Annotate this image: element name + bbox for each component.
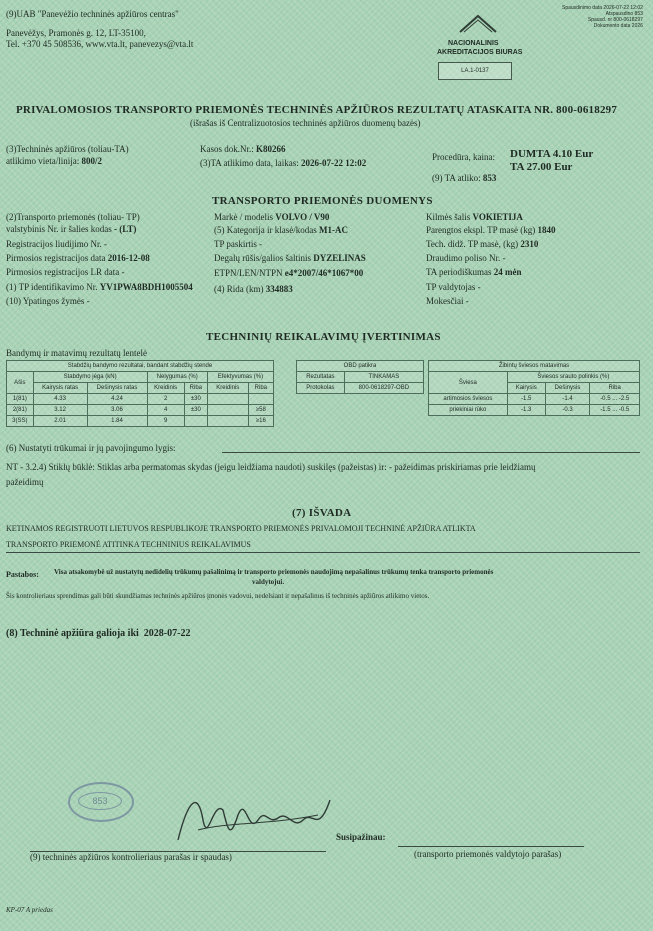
brake-cell: 2: [147, 394, 184, 405]
vehicle-section-title: TRANSPORTO PRIEMONĖS DUOMENYS: [212, 195, 433, 207]
table-row: [7, 394, 274, 405]
table-row: [297, 383, 424, 394]
origin: [426, 212, 523, 222]
inspector-signature-label: (9) techninės apžiūros kontrolieriaus parašas ir spaudas): [30, 852, 232, 862]
conclusion-title: (7) IŠVADA: [292, 507, 352, 519]
report-title: PRIVALOMOSIOS TRANSPORTO PRIEMONĖS TECHNINĖS APŽIŪROS REZULTATŲ ATASKAITA NR. 800-0618297: [16, 104, 618, 116]
brake-cell: [248, 394, 273, 405]
origin-value: VOKIETIJA: [472, 212, 523, 222]
report-subtitle: (išrašas iš Centralizuotosios techninės apžiūros duomenų bazės): [190, 118, 421, 128]
brake-cell: ≥16: [248, 416, 273, 427]
notes-text-1: Visa atsakomybė už nustatytų nedidelių trūkumų pašalinimą ir transporto priemonės naudojimą nepašalinus trūkumų tenka transporto priemonės: [54, 568, 494, 576]
brake-cell: 3.12: [33, 405, 87, 416]
category-value: M1-AC: [318, 225, 348, 235]
max-mass: [426, 239, 538, 249]
inspector: [432, 173, 496, 183]
odometer-value: 334883: [265, 284, 293, 294]
brake-cell: 2(81): [7, 405, 34, 416]
plate-value: - (LT): [114, 224, 137, 234]
procedure-value-1: DUMTA 4.10 Eur: [510, 148, 594, 160]
make-model-label: Markė / modelis: [214, 212, 273, 222]
inspection-center-label: (3)Techninės apžiūros (toliau-TA): [6, 144, 129, 154]
receipt-value: K80266: [256, 144, 286, 154]
print-info-2: Atspausdino 853: [605, 11, 643, 17]
brake-col-axle: Ašis: [7, 372, 34, 394]
table-row: [297, 372, 424, 383]
brake-cell: 9: [147, 416, 184, 427]
receipt: [200, 144, 286, 154]
max-mass-value: 2310: [520, 239, 539, 249]
brake-cell: 3(SS): [7, 416, 34, 427]
accreditation-badge: [438, 62, 512, 80]
make-model-value: VOLVO / V90: [275, 212, 330, 222]
lights-col-right: Dešinysis: [545, 383, 590, 394]
brake-sub-left: Kairysis ratas: [33, 383, 87, 394]
owner: TP valdytojas -: [426, 282, 481, 292]
signature-icon: [168, 780, 338, 850]
form-code: KP-07 A priedas: [6, 906, 53, 914]
lights-table-header: Žibintų šviesos matavimas: [429, 361, 640, 372]
brake-cell: 4.24: [87, 394, 147, 405]
lights-table: [428, 360, 640, 416]
purpose: TP paskirtis -: [214, 239, 263, 249]
faults-label: (6) Nustatyti trūkumai ir jų pavojingumo lygis:: [6, 443, 176, 453]
odometer-label: (4) Rida (km): [214, 284, 264, 294]
lights-cell: -0.5 ... -2.5: [590, 394, 640, 405]
table-row: [7, 405, 274, 416]
brake-cell: [207, 394, 248, 405]
accreditation-name-2: AKREDITACIJOS BIURAS: [437, 49, 523, 56]
brake-col-unevenness: Nelygumas (%): [147, 372, 207, 383]
accreditation-name-1: NACIONALINIS: [448, 40, 499, 47]
faults-text-1: NT - 3.2.4) Stiklų būklė: Stiklas arba permatomas skydas (jeigu leidžiama naudoti) suskilęs (pažeistas) ir: - pažeidimas priskiriamas prie leidžiamų: [6, 462, 536, 472]
validity-value: 2028-07-22: [143, 628, 191, 639]
brake-cell: 4.33: [33, 394, 87, 405]
first-registration: [6, 253, 150, 263]
brake-col-force: Stabdymo jėga (kN): [33, 372, 147, 383]
print-info-3: Spausd. nr 800-0618297: [587, 17, 643, 23]
lights-cell: -1.3: [507, 405, 545, 416]
odometer: [214, 284, 293, 294]
results-table-caption: Bandymų ir matavimų rezultatų lentelė: [6, 348, 147, 358]
fuel-label: Degalų rūšis/galios šaltinis: [214, 253, 311, 263]
notes-text-2: valdytojui.: [252, 578, 285, 586]
brake-cell: 4: [147, 405, 184, 416]
stamp-number: 853: [78, 792, 122, 810]
vin: [6, 282, 193, 292]
brake-sub-right: Dešinysis ratas: [87, 383, 147, 394]
category-label: (5) Kategorija ir klasė/kodas: [214, 225, 317, 235]
mass-label: Parengtos ekspl. TP masė (kg): [426, 225, 536, 235]
fuel-value: DYZELINAS: [313, 253, 366, 263]
brake-cell: [207, 416, 248, 427]
lights-cell: priekiniai rūko: [429, 405, 508, 416]
table-row: [7, 416, 274, 427]
receipt-label: Kasos dok.Nr.:: [200, 144, 254, 154]
insurance: Draudimo poliso Nr. -: [426, 253, 506, 263]
inspector-value: 853: [482, 173, 497, 183]
mass-value: 1840: [537, 225, 556, 235]
procedure-value-2: TA 27.00 Eur: [510, 161, 573, 173]
plate: [6, 224, 136, 234]
lt-registration: Pirmosios registracijos LR data -: [6, 267, 125, 277]
brake-cell: ±30: [184, 394, 207, 405]
official-stamp: [68, 782, 134, 822]
validity: [6, 628, 190, 639]
validity-label: (8) Techninė apžiūra galioja iki: [6, 628, 139, 639]
conclusion-line-2: TRANSPORTO PRIEMONĖ ATITINKA TECHNINIUS REIKALAVIMUS: [6, 540, 251, 549]
notes-label: Pastabos:: [6, 570, 39, 579]
brake-table: [6, 360, 274, 427]
inspection-time: [200, 158, 366, 168]
period-label: TA periodiškumas: [426, 267, 492, 277]
lights-cell: -0.3: [545, 405, 590, 416]
special-marks: (10) Ypatingos žymės -: [6, 296, 90, 306]
owner-signature-line: [398, 846, 584, 847]
company-contacts: Tel. +370 45 508536, www.vta.lt, panevezys@vta.lt: [6, 39, 194, 49]
origin-label: Kilmės šalis: [426, 212, 471, 222]
fees: Mokesčiai -: [426, 296, 469, 306]
lights-col-left: Kairysis: [507, 383, 545, 394]
obd-cell: TINKAMAS: [344, 372, 423, 383]
inspection-place-label: atlikimo vieta/linija:: [6, 156, 80, 166]
acquainted-label: Susipažinau:: [336, 832, 386, 842]
conclusion-line-1: KETINAMOS REGISTRUOTI LIETUVOS RESPUBLIKOJE TRANSPORTO PRIEMONĖS PRIVALOMOJI TECHNINĖ APŽIŪRA ATLIKTA: [6, 524, 476, 533]
table-row: [429, 405, 640, 416]
inspection-time-label: (3)TA atlikimo data, laikas:: [200, 158, 299, 168]
category: [214, 225, 348, 235]
appeal-text: Šis kontrolieriaus sprendimas gali būti skundžiamas techninės apžiūros įmonės vadovui, nedelsiant ir nepašalinus iš techninės apžiūros atlikimo vietos.: [6, 592, 430, 600]
lights-col-limit: Riba: [590, 383, 640, 394]
owner-signature-label: (transporto priemonės valdytojo parašas): [414, 849, 562, 859]
brake-cell: 3.06: [87, 405, 147, 416]
brake-table-header: Stabdžių bandymo rezultatai, bandant stabdžių stende: [7, 361, 274, 372]
inspection-place: [6, 156, 102, 166]
plate-label-2: valstybinis Nr. ir šalies kodas: [6, 224, 112, 234]
inspection-time-value: 2026-07-22 12:02: [301, 158, 367, 168]
obd-table-header: OBD patikra: [297, 361, 424, 372]
lights-cell: -1.5 ... -0.5: [590, 405, 640, 416]
brake-cell: 2.01: [33, 416, 87, 427]
brake-col-efficiency: Efektyvumas (%): [207, 372, 273, 383]
mass: [426, 225, 556, 235]
etpn-label: ETPN/LEN/NTPN: [214, 268, 283, 278]
first-registration-value: 2016-12-08: [107, 253, 150, 263]
brake-sub-actual-2: Kreidinis: [207, 383, 248, 394]
accreditation-badge-text: LA.1-0137: [461, 68, 489, 74]
make-model: [214, 212, 329, 222]
obd-cell: 800-0618297-OBD: [344, 383, 423, 394]
brake-cell: [184, 416, 207, 427]
vin-label: (1) TP identifikavimo Nr.: [6, 282, 98, 292]
print-info-4: Dokumento data 2026: [593, 23, 643, 29]
lights-cell: -1.4: [545, 394, 590, 405]
lights-col-light: Šviesa: [429, 372, 508, 394]
lights-sub-header: Šviesos srauto polinkis (%): [507, 372, 639, 383]
company-name: (9)UAB "Panevėžio techninės apžiūros centras": [6, 9, 179, 19]
brake-sub-limit-1: Riba: [184, 383, 207, 394]
obd-table: [296, 360, 424, 394]
obd-cell: Protokolas: [297, 383, 345, 394]
lights-cell: -1.5: [507, 394, 545, 405]
plate-label-1: (2)Transporto priemonės (toliau- TP): [6, 212, 140, 222]
inspector-label: (9) TA atliko:: [432, 173, 481, 183]
brake-cell: ±30: [184, 405, 207, 416]
accreditation-logo-icon: [458, 12, 498, 34]
etpn: [214, 268, 363, 278]
vin-value: YV1PWA8BDH1005504: [99, 282, 193, 292]
brake-sub-limit-2: Riba: [248, 383, 273, 394]
brake-cell: [207, 405, 248, 416]
first-registration-label: Pirmosios registracijos data: [6, 253, 106, 263]
fuel: [214, 253, 366, 263]
procedure-label: Procedūra, kaina:: [432, 152, 495, 162]
table-row: [429, 394, 640, 405]
print-info-1: Spausdinimo data 2026-07-22 12:02: [562, 5, 643, 11]
brake-sub-actual-1: Kreidinis: [147, 383, 184, 394]
period: [426, 267, 522, 277]
period-value: 24 mėn: [493, 267, 522, 277]
registration-doc: Registracijos liudijimo Nr. -: [6, 239, 107, 249]
company-address: Panevėžys, Pramonės g. 12, LT-35100,: [6, 28, 146, 38]
faults-underline: [222, 452, 640, 453]
conclusion-divider: [6, 552, 640, 553]
faults-text-2: pažeidimų: [6, 477, 44, 487]
inspection-place-value: 800/2: [81, 156, 103, 166]
max-mass-label: Tech. didž. TP masė, (kg): [426, 239, 519, 249]
lights-cell: artimosios šviesos: [429, 394, 508, 405]
brake-cell: ≥58: [248, 405, 273, 416]
etpn-value: e4*2007/46*1067*00: [284, 268, 364, 278]
brake-cell: 1.84: [87, 416, 147, 427]
tech-section-title: TECHNINIŲ REIKALAVIMŲ ĮVERTINIMAS: [206, 331, 441, 343]
brake-cell: 1(81): [7, 394, 34, 405]
print-info: [562, 5, 643, 29]
obd-cell: Rezultatas: [297, 372, 345, 383]
